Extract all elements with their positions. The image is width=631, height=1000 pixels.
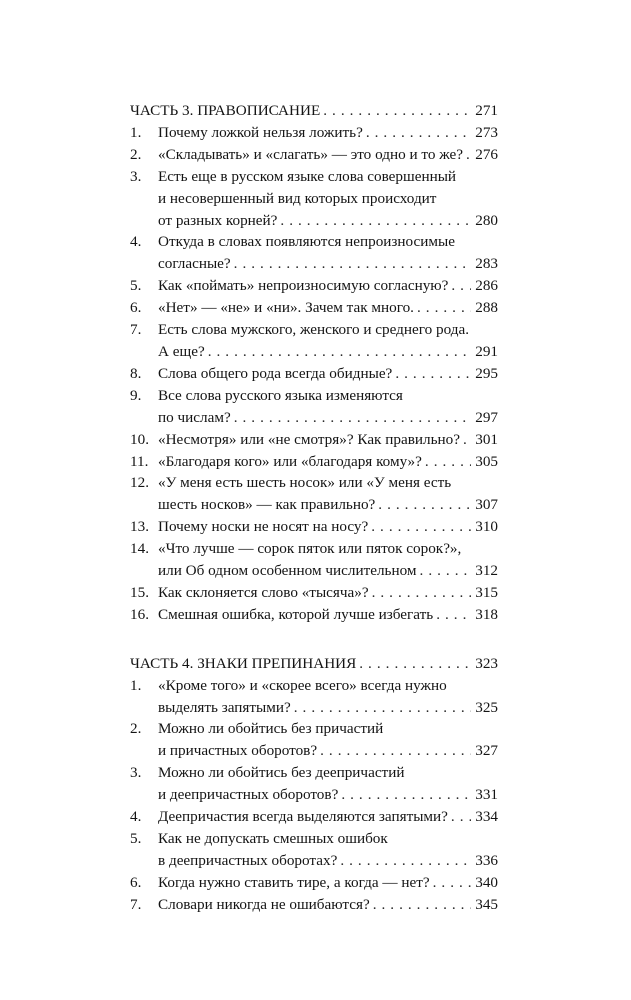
- entry-title: Слова общего рода всегда обидные?: [158, 364, 393, 382]
- entry-title: Откуда в словах появляются непроизносимые: [158, 233, 455, 251]
- entry-title: или Об одном особенном числительном: [158, 562, 417, 580]
- entry-title: выделять запятыми?: [158, 698, 291, 716]
- page-number: 325: [475, 698, 498, 716]
- page-number: 318: [475, 605, 498, 623]
- toc-entry[interactable]: [130, 828, 498, 872]
- entry-text: [158, 604, 498, 626]
- entry-line: [158, 166, 498, 188]
- entry-text: [158, 516, 498, 538]
- page-number: 312: [475, 562, 498, 580]
- entry-text: [158, 231, 498, 275]
- page-number: 323: [475, 654, 498, 672]
- toc-entry[interactable]: [130, 675, 498, 719]
- toc-entry[interactable]: [130, 385, 498, 429]
- toc-entry[interactable]: [130, 231, 498, 275]
- entry-line: [158, 582, 498, 604]
- entry-line: [158, 850, 498, 872]
- entry-title: согласные?: [158, 255, 231, 273]
- page-number: 280: [475, 211, 498, 229]
- toc-entry[interactable]: [130, 516, 498, 538]
- dot-leader: [234, 253, 471, 275]
- entry-line: [158, 675, 498, 697]
- page-number: 334: [475, 808, 498, 826]
- dot-leader: [378, 494, 471, 516]
- page-number: 315: [475, 583, 498, 601]
- entry-number: 1.: [130, 123, 142, 141]
- page-number: 345: [475, 895, 498, 913]
- entry-line: [158, 697, 498, 719]
- page-number: 291: [475, 342, 498, 360]
- entry-text: [158, 718, 498, 762]
- entry-line: [158, 275, 498, 297]
- entry-title: «Несмотря» или «не смотря»? Как правильно?: [158, 430, 460, 448]
- dot-leader: [433, 872, 471, 894]
- entry-text: [158, 872, 498, 894]
- entry-line: [158, 122, 498, 144]
- dot-leader: [323, 100, 471, 122]
- entry-title: «Кроме того» и «скорее всего» всегда нужно: [158, 676, 447, 694]
- page-number: 297: [475, 408, 498, 426]
- dot-leader: [420, 560, 471, 582]
- entry-text: [158, 385, 498, 429]
- entry-line: [158, 407, 498, 429]
- entry-text: [158, 363, 498, 385]
- page-number: 286: [475, 277, 498, 295]
- toc-entry[interactable]: [130, 604, 498, 626]
- page-number: 336: [475, 851, 498, 869]
- section-heading[interactable]: [130, 653, 498, 675]
- entry-number: 2.: [130, 720, 142, 738]
- entry-number: 4.: [130, 808, 142, 826]
- entry-text: [158, 166, 498, 232]
- entry-text: [158, 319, 498, 363]
- dot-leader: [466, 144, 471, 166]
- page-number: 305: [475, 452, 498, 470]
- toc-entry[interactable]: [130, 319, 498, 363]
- page-number: 301: [475, 430, 498, 448]
- entry-text: [158, 675, 498, 719]
- entry-line: [158, 188, 498, 210]
- dot-leader: [372, 582, 471, 604]
- entry-text: [158, 538, 498, 582]
- entry-line: [158, 494, 498, 516]
- entry-title: и деепричастных оборотов?: [158, 786, 339, 804]
- entry-line: [158, 872, 498, 894]
- entry-line: [158, 828, 498, 850]
- entry-title: Есть еще в русском языке слова совершенный: [158, 167, 457, 185]
- toc-section: [130, 653, 498, 916]
- toc-entry[interactable]: [130, 297, 498, 319]
- entry-title: в деепричастных оборотах?: [158, 851, 338, 869]
- entry-number: 10.: [130, 430, 149, 448]
- toc-entry[interactable]: [130, 718, 498, 762]
- entry-title: и несовершенный вид которых происходит: [158, 189, 437, 207]
- entry-number: 6.: [130, 299, 142, 317]
- page-number: 276: [475, 145, 498, 163]
- entry-line: [158, 472, 498, 494]
- entry-number: 4.: [130, 233, 142, 251]
- entry-line: [158, 894, 498, 916]
- entry-title: Как не допускать смешных ошибок: [158, 830, 388, 847]
- toc-entry[interactable]: [130, 363, 498, 385]
- entry-number: 3.: [130, 764, 142, 782]
- entry-text: [158, 144, 498, 166]
- page-number: 283: [475, 255, 498, 273]
- dot-leader: [320, 740, 471, 762]
- entry-line: [158, 784, 498, 806]
- entry-line: [158, 806, 498, 828]
- page-number: 271: [475, 102, 498, 119]
- entry-line: [158, 604, 498, 626]
- entry-number: 9.: [130, 386, 142, 404]
- entry-line: [158, 319, 498, 341]
- entry-line: [158, 363, 498, 385]
- entry-line: [158, 718, 498, 740]
- entry-line: [158, 538, 498, 560]
- toc-entry[interactable]: [130, 166, 498, 232]
- entry-title: и причастных оборотов?: [158, 742, 318, 760]
- entry-number: 7.: [130, 321, 142, 339]
- entry-number: 11.: [130, 452, 149, 470]
- page-number: 288: [475, 299, 498, 317]
- section-title: ЧАСТЬ 4. ЗНАКИ ПРЕПИНАНИЯ: [130, 654, 357, 672]
- entry-title: А еще?: [158, 342, 205, 360]
- entry-number: 2.: [130, 145, 142, 163]
- entry-line: [158, 231, 498, 253]
- entry-line: [158, 341, 498, 363]
- entry-text: [158, 582, 498, 604]
- entry-number: 6.: [130, 873, 142, 891]
- entry-number: 7.: [130, 895, 142, 913]
- entry-title: Деепричастия всегда выделяются запятыми?: [158, 808, 448, 826]
- entry-title: «У меня есть шесть носок» или «У меня есть: [158, 474, 452, 492]
- entry-title: «Складывать» и «слагать» — это одно и то же?: [158, 145, 463, 163]
- toc-section: [130, 100, 498, 626]
- entry-title: Как «поймать» непроизносимую согласную?: [158, 277, 449, 295]
- entry-line: [158, 516, 498, 538]
- toc-entry[interactable]: [130, 275, 498, 297]
- entry-line: [158, 740, 498, 762]
- page-number: 273: [475, 123, 498, 141]
- entry-number: 5.: [130, 277, 142, 295]
- entry-text: [158, 297, 498, 319]
- entry-line: [158, 451, 498, 473]
- entry-title: по числам?: [158, 408, 231, 426]
- dot-leader: [371, 516, 471, 538]
- entry-line: [158, 385, 498, 407]
- entry-text: [158, 828, 498, 872]
- entry-number: 12.: [130, 474, 149, 492]
- entry-number: 5.: [130, 830, 142, 847]
- entry-line: [158, 429, 498, 451]
- entry-title: «Что лучше — сорок пяток или пяток сорок?»,: [158, 540, 462, 558]
- entry-number: 13.: [130, 518, 149, 536]
- page-number: 310: [475, 518, 498, 536]
- toc-entry[interactable]: [130, 762, 498, 806]
- dot-leader: [234, 407, 471, 429]
- entry-text: [158, 762, 498, 806]
- dot-leader: [463, 429, 471, 451]
- entry-title: Когда нужно ставить тире, а когда — нет?: [158, 873, 430, 891]
- entry-title: Есть слова мужского, женского и среднего рода.: [158, 321, 469, 339]
- entry-title: Почему ложкой нельзя ложить?: [158, 123, 363, 141]
- entry-title: Все слова русского языка изменяются: [158, 386, 403, 404]
- entry-text: [158, 472, 498, 516]
- entry-title: Смешная ошибка, которой лучше избегать: [158, 605, 434, 623]
- entry-line: [158, 253, 498, 275]
- toc-entry[interactable]: [130, 451, 498, 473]
- dot-leader: [294, 697, 471, 719]
- entry-title: Можно ли обойтись без причастий: [158, 720, 384, 738]
- entry-title: шесть носков» — как правильно?: [158, 496, 376, 514]
- toc-entry[interactable]: [130, 429, 498, 451]
- entry-number: 8.: [130, 364, 142, 382]
- entry-title: «Нет» — «не» и «ни». Зачем так много.: [158, 299, 414, 317]
- entry-line: [158, 297, 498, 319]
- entry-number: 1.: [130, 676, 142, 694]
- entry-line: [158, 210, 498, 232]
- dot-leader: [436, 604, 471, 626]
- dot-leader: [451, 806, 471, 828]
- page-number: 340: [475, 873, 498, 891]
- dot-leader: [395, 363, 471, 385]
- table-of-contents: [130, 100, 498, 916]
- dot-leader: [340, 850, 471, 872]
- entry-text: [158, 451, 498, 473]
- page-number: 307: [475, 496, 498, 514]
- toc-entry[interactable]: [130, 894, 498, 916]
- toc-entry[interactable]: [130, 472, 498, 516]
- dot-leader: [366, 122, 471, 144]
- entry-title: Как склоняется слово «тысяча»?: [158, 583, 369, 601]
- page-number: 295: [475, 364, 498, 382]
- dot-leader: [341, 784, 471, 806]
- entry-number: 3.: [130, 167, 142, 185]
- entry-title: «Благодаря кого» или «благодаря кому»?: [158, 452, 422, 470]
- entry-title: от разных корней?: [158, 211, 278, 229]
- dot-leader: [425, 451, 471, 473]
- toc-entry[interactable]: [130, 538, 498, 582]
- dot-leader: [417, 297, 471, 319]
- entry-text: [158, 429, 498, 451]
- entry-number: 16.: [130, 605, 149, 623]
- entry-text: [158, 894, 498, 916]
- entry-number: 14.: [130, 540, 149, 558]
- entry-title: Почему носки не носят на носу?: [158, 518, 369, 536]
- toc-entry[interactable]: [130, 144, 498, 166]
- entry-title: Можно ли обойтись без деепричастий: [158, 764, 405, 782]
- page-number: 327: [475, 742, 498, 760]
- dot-leader: [451, 275, 471, 297]
- toc-entry[interactable]: [130, 582, 498, 604]
- toc-entry[interactable]: [130, 806, 498, 828]
- entry-line: [158, 560, 498, 582]
- entry-text: [158, 806, 498, 828]
- entry-text: [158, 275, 498, 297]
- entry-title: Словари никогда не ошибаются?: [158, 895, 370, 913]
- entry-line: [158, 762, 498, 784]
- entry-number: 15.: [130, 583, 149, 601]
- dot-leader: [359, 653, 471, 675]
- toc-entry[interactable]: [130, 122, 498, 144]
- entry-text: [158, 122, 498, 144]
- dot-leader: [280, 210, 471, 232]
- toc-entry[interactable]: [130, 872, 498, 894]
- section-title: ЧАСТЬ 3. ПРАВОПИСАНИЕ: [130, 102, 321, 119]
- section-heading[interactable]: [130, 100, 498, 122]
- page-number: 331: [475, 786, 498, 804]
- dot-leader: [208, 341, 471, 363]
- entry-line: [158, 144, 498, 166]
- dot-leader: [373, 894, 471, 916]
